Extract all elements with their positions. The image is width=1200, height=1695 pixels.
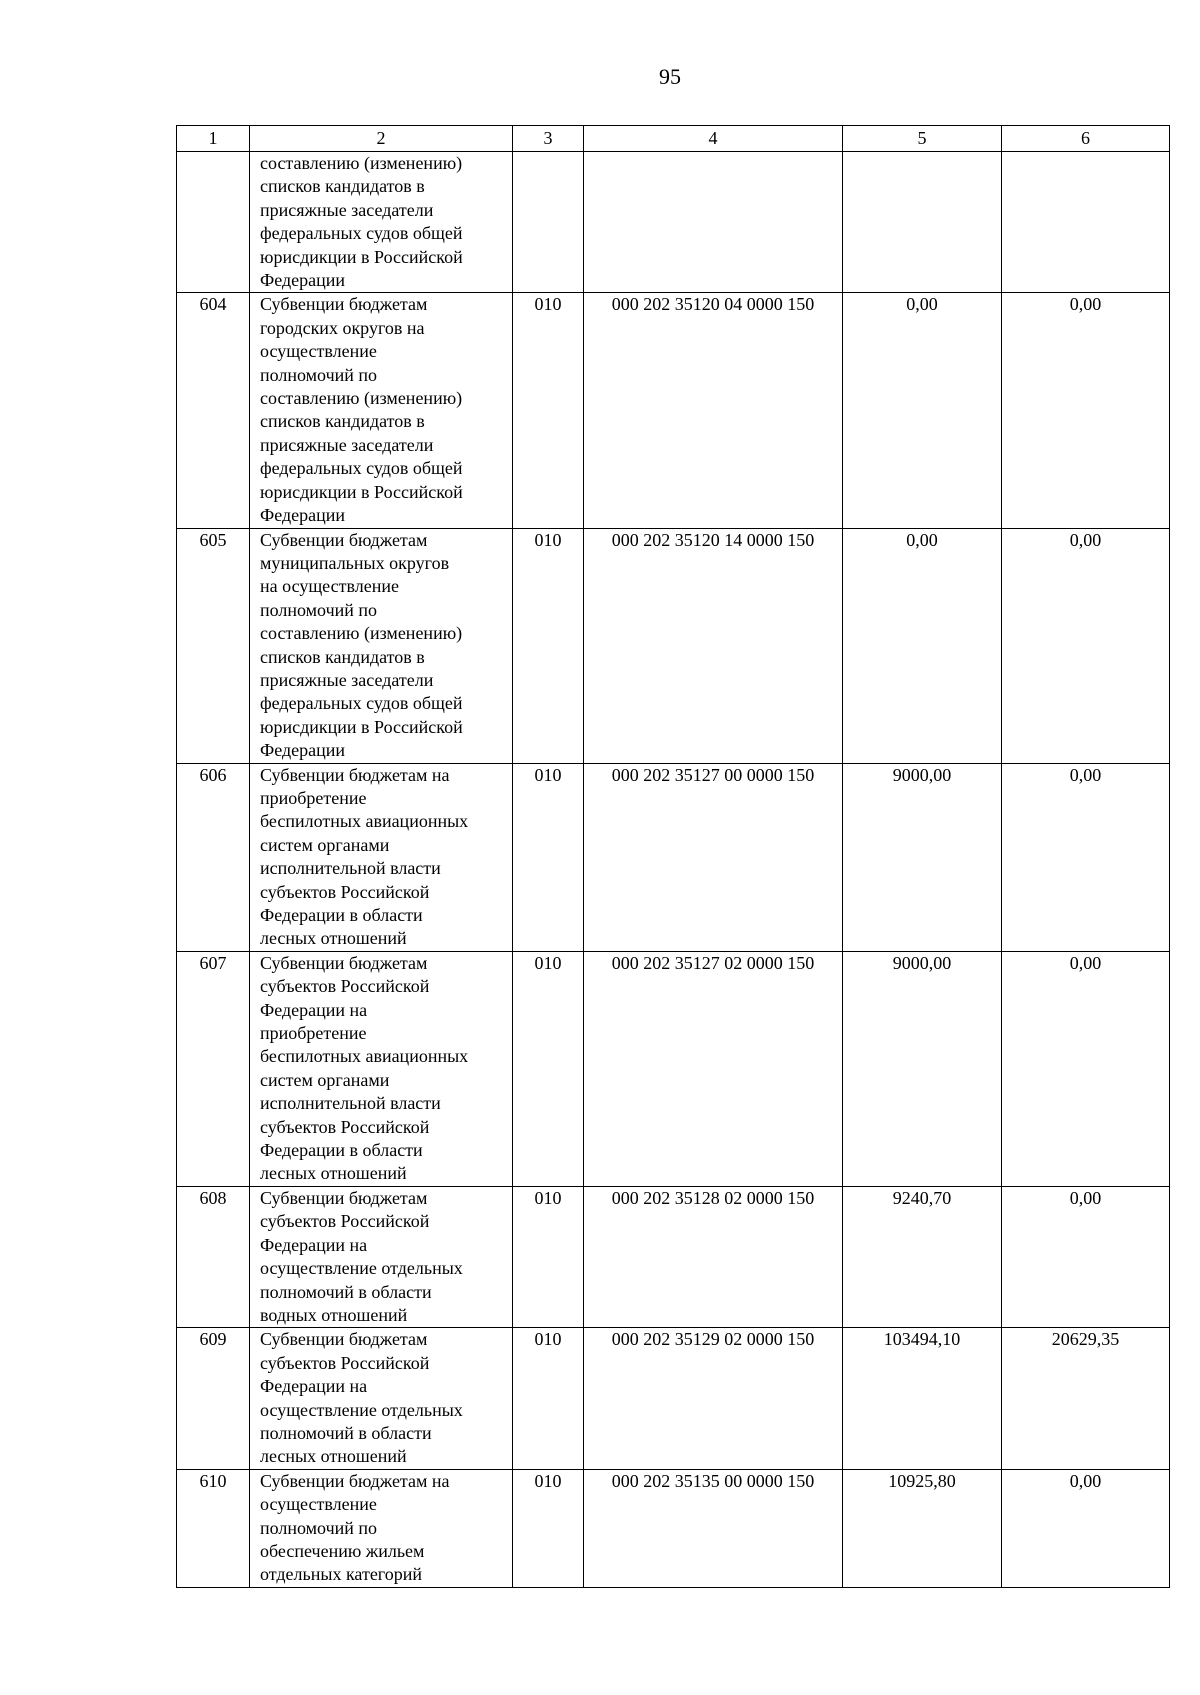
description-cell [250,528,513,763]
description-line: беспилотных авиационных [260,811,469,832]
description-line: Федерации на [260,999,368,1020]
admin-code-cell: 010 [513,293,584,528]
amount-cell: 0,00 [843,528,1002,763]
row-number-cell: 609 [177,1328,250,1469]
header-cell: 3 [513,126,584,152]
budget-code-cell: 000 202 35120 04 0000 150 [584,293,843,528]
description-line: полномочий в области [260,1281,432,1302]
budget-code-cell: 000 202 35129 02 0000 150 [584,1328,843,1469]
admin-code-cell: 010 [513,528,584,763]
description-line: субъектов Российской [260,1211,430,1232]
description-line: лесных отношений [260,1163,407,1184]
description-line: городских округов на [260,317,425,338]
budget-table [176,125,1170,1588]
amount-cell: 103494,10 [843,1328,1002,1469]
description-line: Субвенции бюджетам [260,529,428,550]
amount-cell [1002,152,1170,293]
amount-cell: 9000,00 [843,951,1002,1186]
description-line: исполнительной власти [260,858,441,879]
row-number-cell: 606 [177,763,250,951]
row-number-cell [177,152,250,293]
description-cell [250,293,513,528]
table-row [177,152,1170,293]
admin-code-cell: 010 [513,763,584,951]
table-row [177,763,1170,951]
description-line: присяжные заседатели [260,669,434,690]
admin-code-cell: 010 [513,1469,584,1587]
budget-code-cell: 000 202 35128 02 0000 150 [584,1186,843,1327]
description-line: приобретение [260,787,367,808]
admin-code-cell: 010 [513,951,584,1186]
description-line: федеральных судов общей [260,223,463,244]
amount-cell: 9240,70 [843,1186,1002,1327]
amount-cell: 0,00 [1002,763,1170,951]
description-line: лесных отношений [260,1446,407,1467]
row-number-cell: 610 [177,1469,250,1587]
amount-cell: 0,00 [1002,1469,1170,1587]
description-line: Федерации [260,505,346,526]
amount-cell: 0,00 [1002,951,1170,1186]
budget-code-cell [584,152,843,293]
description-cell [250,1328,513,1469]
description-line: Субвенции бюджетам на [260,764,450,785]
description-line: составлению (изменению) [260,153,463,173]
description-line: списков кандидатов в [260,176,425,197]
row-number-cell: 604 [177,293,250,528]
description-cell [250,763,513,951]
description-line: осуществление отдельных [260,1258,463,1279]
description-line: Федерации [260,740,346,761]
description-line: субъектов Российской [260,1116,430,1137]
description-cell [250,951,513,1186]
table-row [177,1469,1170,1587]
description-line: присяжные заседатели [260,199,434,220]
budget-code-cell: 000 202 35135 00 0000 150 [584,1469,843,1587]
description-line: лесных отношений [260,928,407,949]
description-cell [250,1186,513,1327]
description-line: субъектов Российской [260,881,430,902]
description-line: субъектов Российской [260,976,430,997]
description-line: осуществление [260,1494,377,1515]
description-line: водных отношений [260,1304,408,1325]
description-line: исполнительной власти [260,1093,441,1114]
table-row [177,1328,1170,1469]
description-line: субъектов Российской [260,1352,430,1373]
description-line: составлению (изменению) [260,388,463,409]
header-cell: 4 [584,126,843,152]
row-number-cell: 607 [177,951,250,1186]
description-line: осуществление [260,341,377,362]
amount-cell: 0,00 [1002,528,1170,763]
budget-code-cell: 000 202 35120 14 0000 150 [584,528,843,763]
description-line: на осуществление [260,576,399,597]
description-line: полномочий в области [260,1422,432,1443]
description-line: Федерации [260,270,346,291]
admin-code-cell [513,152,584,293]
description-line: Субвенции бюджетам на [260,1470,450,1491]
description-line: систем органами [260,1069,390,1090]
description-line: Федерации на [260,1234,368,1255]
amount-cell: 9000,00 [843,763,1002,951]
description-line: юрисдикции в Российской [260,246,463,267]
table-row [177,1186,1170,1327]
header-cell: 1 [177,126,250,152]
description-line: Федерации на [260,1376,368,1397]
amount-cell: 0,00 [1002,293,1170,528]
description-line: беспилотных авиационных [260,1046,469,1067]
admin-code-cell: 010 [513,1186,584,1327]
description-line: Федерации в области [260,905,423,925]
table-header-row [177,126,1170,152]
description-line: Федерации в области [260,1140,423,1161]
description-line: осуществление отдельных [260,1399,463,1420]
budget-code-cell: 000 202 35127 02 0000 150 [584,951,843,1186]
description-line: систем органами [260,834,390,855]
description-line: федеральных судов общей [260,458,463,479]
description-cell [250,152,513,293]
header-cell: 5 [843,126,1002,152]
description-line: списков кандидатов в [260,646,425,667]
header-cell: 2 [250,126,513,152]
description-line: Субвенции бюджетам [260,1329,428,1350]
description-line: Субвенции бюджетам [260,294,428,315]
description-line: составлению (изменению) [260,623,463,644]
amount-cell: 0,00 [1002,1186,1170,1327]
description-line: полномочий по [260,599,378,620]
table-row [177,528,1170,763]
description-line: списков кандидатов в [260,411,425,432]
description-line: юрисдикции в Российской [260,481,463,502]
header-cell: 6 [1002,126,1170,152]
amount-cell: 0,00 [843,293,1002,528]
row-number-cell: 605 [177,528,250,763]
description-line: отдельных категорий [260,1564,423,1585]
description-line: муниципальных округов [260,552,450,573]
row-number-cell: 608 [177,1186,250,1327]
description-line: федеральных судов общей [260,693,463,714]
amount-cell [843,152,1002,293]
description-line: юрисдикции в Российской [260,716,463,737]
amount-cell: 20629,35 [1002,1328,1170,1469]
description-line: полномочий по [260,364,378,385]
description-line: Субвенции бюджетам [260,952,428,973]
description-line: приобретение [260,1023,367,1044]
description-cell [250,1469,513,1587]
page-number: 95 [659,64,681,89]
description-line: Субвенции бюджетам [260,1187,428,1208]
description-line: обеспечению жильем [260,1540,425,1561]
admin-code-cell: 010 [513,1328,584,1469]
budget-code-cell: 000 202 35127 00 0000 150 [584,763,843,951]
description-line: полномочий по [260,1517,378,1538]
table-row [177,293,1170,528]
amount-cell: 10925,80 [843,1469,1002,1587]
table-row [177,951,1170,1186]
description-line: присяжные заседатели [260,434,434,455]
